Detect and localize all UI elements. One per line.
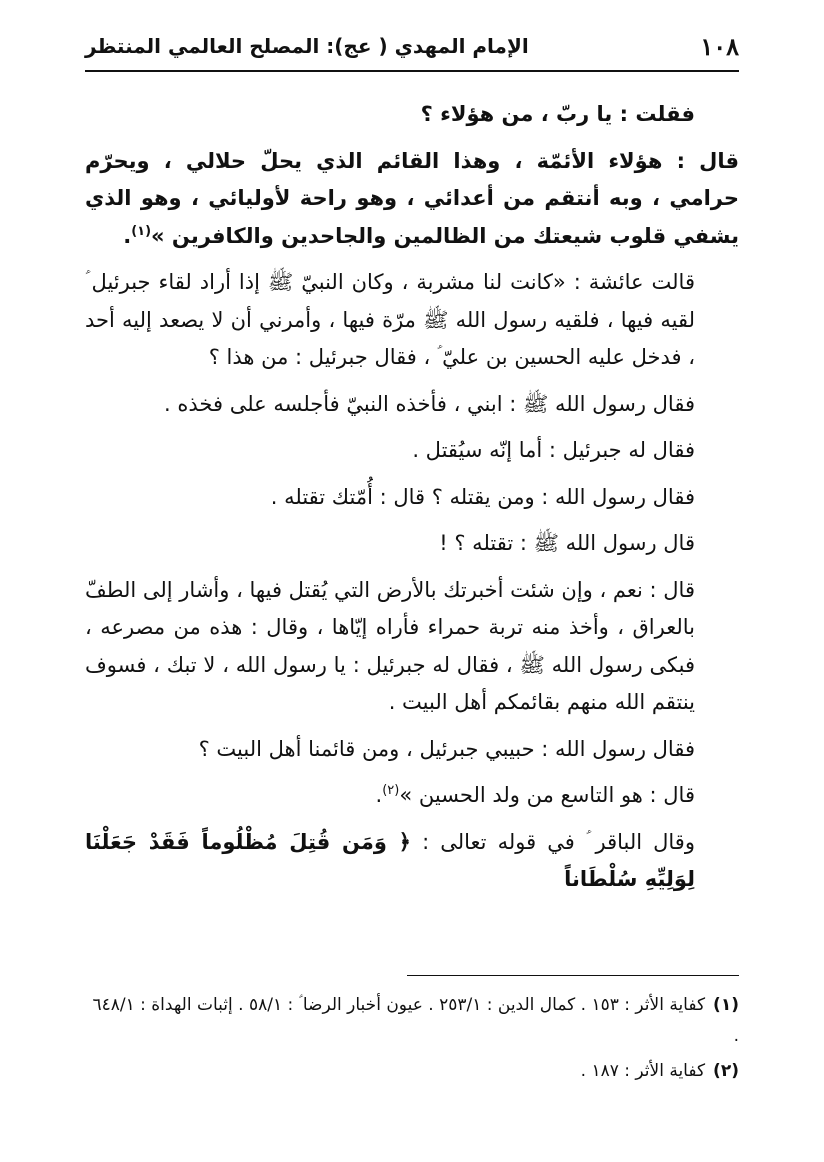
paragraph-10 [85, 777, 739, 815]
paragraph-2-end: . [123, 223, 132, 248]
footnote-2-text: كفاية الأثر : ١٨٧ . [580, 1061, 706, 1081]
paragraph-5: فقال له جبرئيل : أما إنّه سيُقتل . [412, 438, 695, 462]
footnote-1 [85, 990, 739, 1052]
paragraph-10-text: قال : هو التاسع من ولد الحسين » [399, 783, 695, 807]
paragraph-2 [85, 143, 739, 256]
page-number: ١٠٨ [700, 32, 739, 61]
footnote-ref-1: (١) [131, 223, 152, 239]
footnote-ref-2: (٢) [382, 783, 400, 798]
paragraph-6: فقال رسول الله : ومن يقتله ؟ قال : أُمّتك تقتله . [270, 484, 695, 509]
running-title: الإمام المهدي ( عج): المصلح العالمي المنتظر [85, 34, 529, 58]
paragraph-1: فقلت : يا ربّ ، من هؤلاء ؟ [420, 102, 695, 126]
page-header [85, 30, 739, 72]
paragraph-11-lead: وقال الباقر ؑ في قوله تعالى : [422, 829, 695, 854]
paragraph-10-end: . [375, 783, 383, 807]
footnote-1-number: (١) [713, 995, 739, 1015]
paragraph-8: قال : نعم ، وإن شئت أخبرتك بالأرض التي يُقتل فيها ، وأشار إلى الطفّ بالعراق ، وأخذ منه تربة حمراء فأراه إيّاها ، وقال : هذه من مصرعه ، فبكى رسول الله ﷺ ، فقال له جبرئيل : يا رسول الله ، لا تبك ، فسوف ينتقم الله منهم بقائمكم أهل البيت . [85, 577, 695, 714]
paragraph-11 [85, 824, 739, 899]
footnote-1-text: كفاية الأثر : ١٥٣ . كمال الدين : ٢٥٣/١ . عيون أخبار الرضا ؑ : ٥٨/١ . إثبات الهداة : ٦٤٨/١ . [92, 995, 739, 1046]
paragraph-3: قالت عائشة : «كانت لنا مشربة ، وكان النبيّ ﷺ إذا أراد لقاء جبرئيل ؑ لقيه فيها ، فلقيه رسول الله ﷺ مرّة فيها ، وأمرني أن لا يصعد إليه أحد ، فدخل عليه الحسين بن عليّ ؑ ، فقال جبرئيل : من هذا ؟ [85, 270, 695, 369]
quran-verse: ﴿ وَمَن قُتِلَ مُظْلُوماً فَقَدْ جَعَلْنَا لِوَلِيِّهِ سُلْطَاناً [85, 829, 695, 891]
body-text [85, 96, 739, 908]
paragraph-7: قال رسول الله ﷺ : تقتله ؟ ! [439, 531, 695, 555]
footnotes [85, 990, 739, 1091]
footnote-separator [407, 975, 739, 976]
footnote-2-number: (٢) [713, 1061, 739, 1081]
paragraph-4: فقال رسول الله ﷺ : ابني ، فأخذه النبيّ فأجلسه على فخذه . [164, 391, 695, 416]
paragraph-9: فقال رسول الله : حبيبي جبرئيل ، ومن قائمنا أهل البيت ؟ [198, 736, 695, 761]
paragraph-2-text: قال : هؤلاء الأئمّة ، وهذا القائم الذي يحلّ حلالي ، ويحرّم حرامي ، وبه أنتقم من أعدائي ، وهو راحة لأوليائي ، وهو الذي يشفي قلوب شيعتك من الظالمين والجاحدين والكافرين » [85, 148, 739, 248]
footnote-2 [85, 1056, 739, 1087]
